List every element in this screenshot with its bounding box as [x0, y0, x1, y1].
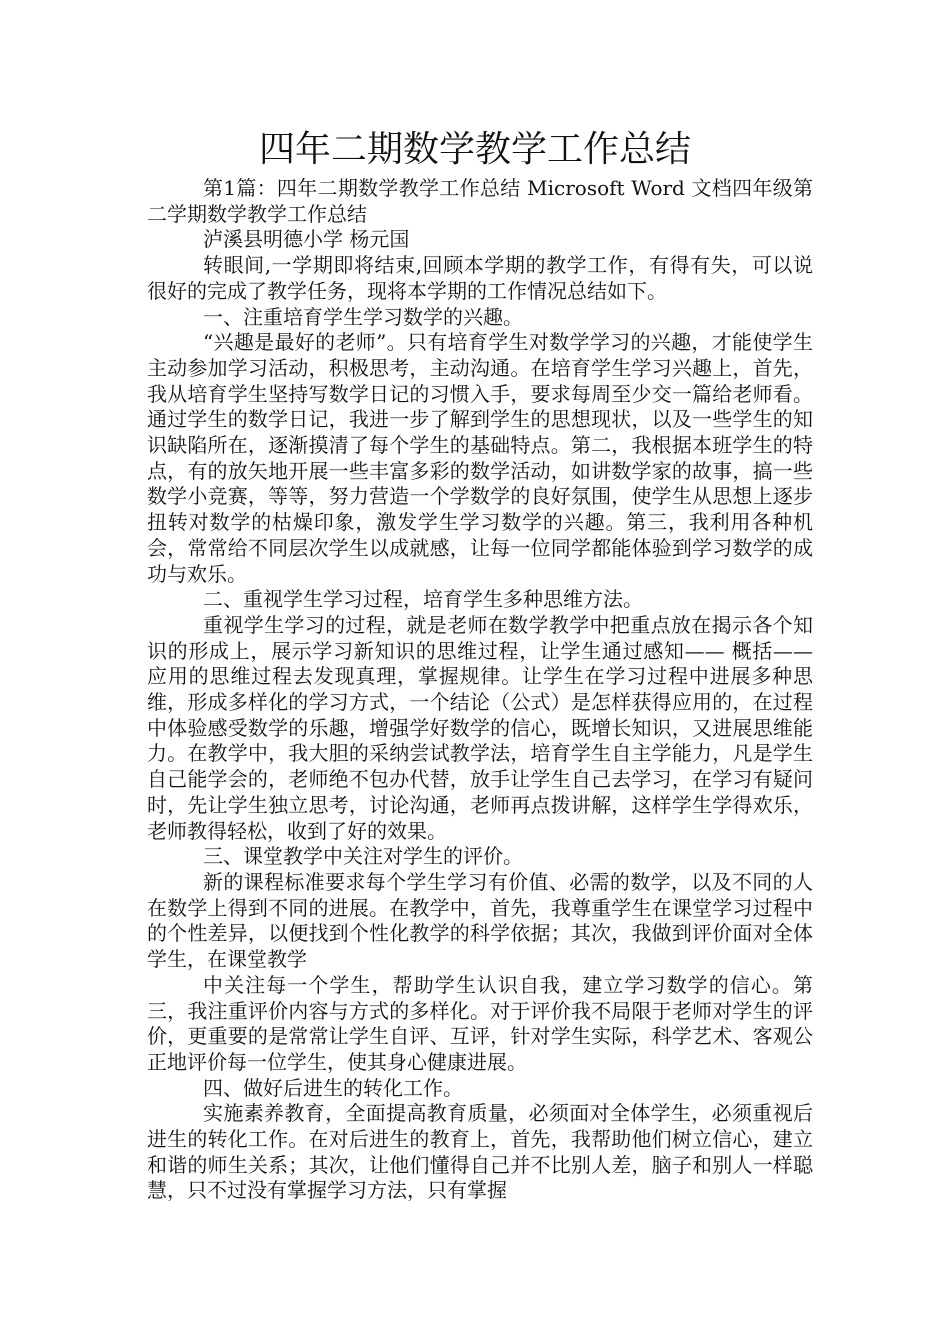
paragraph-section-2: 重视学生学习的过程，就是老师在数学教学中把重点放在揭示各个知识的形成上，展示学习新知识的思维过程，让学生通过感知—— 概括—— 应用的思维过程去发现真理，掌握规律。让学生在学习过程中进展多种思维，形成多样化的学习方式，一个结论（公式）是怎样获得应用的，在过程中体验感受数学的乐趣，增强学好数学的信心，既增长知识，又进展思维能力。在教学中，我大胆的采纳尝试教学法，培育学生自主学能力，凡是学生自己能学会的，老师绝不包办代替，放手让学生自己去学习，在学习有疑问时，先让学生独立思考，讨论沟通，老师再点拨讲解，这样学生学得欢乐，老师教得轻松，收到了好的效果。 — [147, 612, 813, 843]
paragraph-source-heading: 第1篇：四年二期数学教学工作总结 Microsoft Word 文档四年级第二学期数学教学工作总结 — [147, 176, 813, 226]
document-body — [147, 176, 813, 1204]
paragraph-section-1: “兴趣是最好的老师”。只有培育学生对数学学习的兴趣，才能使学生主动参加学习活动，积极思考，主动沟通。在培育学生学习兴趣上，首先，我从培育学生坚持写数学日记的习惯入手，要求每周至少交一篇给老师看。通过学生的数学日记，我进一步了解到学生的思想现状，以及一些学生的知识缺陷所在，逐渐摸清了每个学生的基础特点。第二，我根据本班学生的特点，有的放矢地开展一些丰富多彩的数学活动，如讲数学家的故事，搞一些数学小竞赛，等等，努力营造一个学数学的良好氛围，使学生从思想上逐步扭转对数学的枯燥印象，激发学生学习数学的兴趣。第三，我利用各种机会，常常给不同层次学生以成就感，让每一位同学都能体验到学习数学的成功与欢乐。 — [147, 330, 813, 586]
section-heading-2: 二、重视学生学习过程，培育学生多种思维方法。 — [203, 587, 643, 612]
section-heading-4: 四、做好后进生的转化工作。 — [203, 1075, 463, 1100]
document-title: 四年二期数学教学工作总结 — [258, 129, 691, 170]
paragraph-section-4: 实施素养教育，全面提高教育质量，必须面对全体学生，必须重视后进生的转化工作。在对后进生的教育上，首先，我帮助他们树立信心，建立和谐的师生关系；其次，让他们懂得自己并不比别人差，脑子和别人一样聪慧，只不过没有掌握学习方法，只有掌握 — [147, 1101, 813, 1203]
section-heading-1: 一、注重培育学生学习数学的兴趣。 — [203, 304, 523, 329]
paragraph-intro: 转眼间,一学期即将结束,回顾本学期的教学工作，有得有失，可以说很好的完成了教学任务，现将本学期的工作情况总结如下。 — [147, 253, 813, 303]
paragraph-author: 泸溪县明德小学 杨元国 — [203, 227, 410, 252]
section-heading-3: 三、课堂教学中关注对学生的评价。 — [203, 844, 523, 869]
paragraph-section-3a: 新的课程标准要求每个学生学习有价值、必需的数学，以及不同的人在数学上得到不同的进展。在教学中，首先，我尊重学生在课堂学习过程中的个性差异，以便找到个性化教学的科学依据；其次，我做到评价面对全体学生，在课堂教学 — [147, 869, 813, 972]
paragraph-section-3b: 中关注每一个学生，帮助学生认识自我，建立学习数学的信心。第三，我注重评价内容与方式的多样化。对于评价我不局限于老师对学生的评价，更重要的是常常让学生自评、互评，针对学生实际，科学艺术、客观公正地评价每一位学生，使其身心健康进展。 — [147, 972, 813, 1074]
